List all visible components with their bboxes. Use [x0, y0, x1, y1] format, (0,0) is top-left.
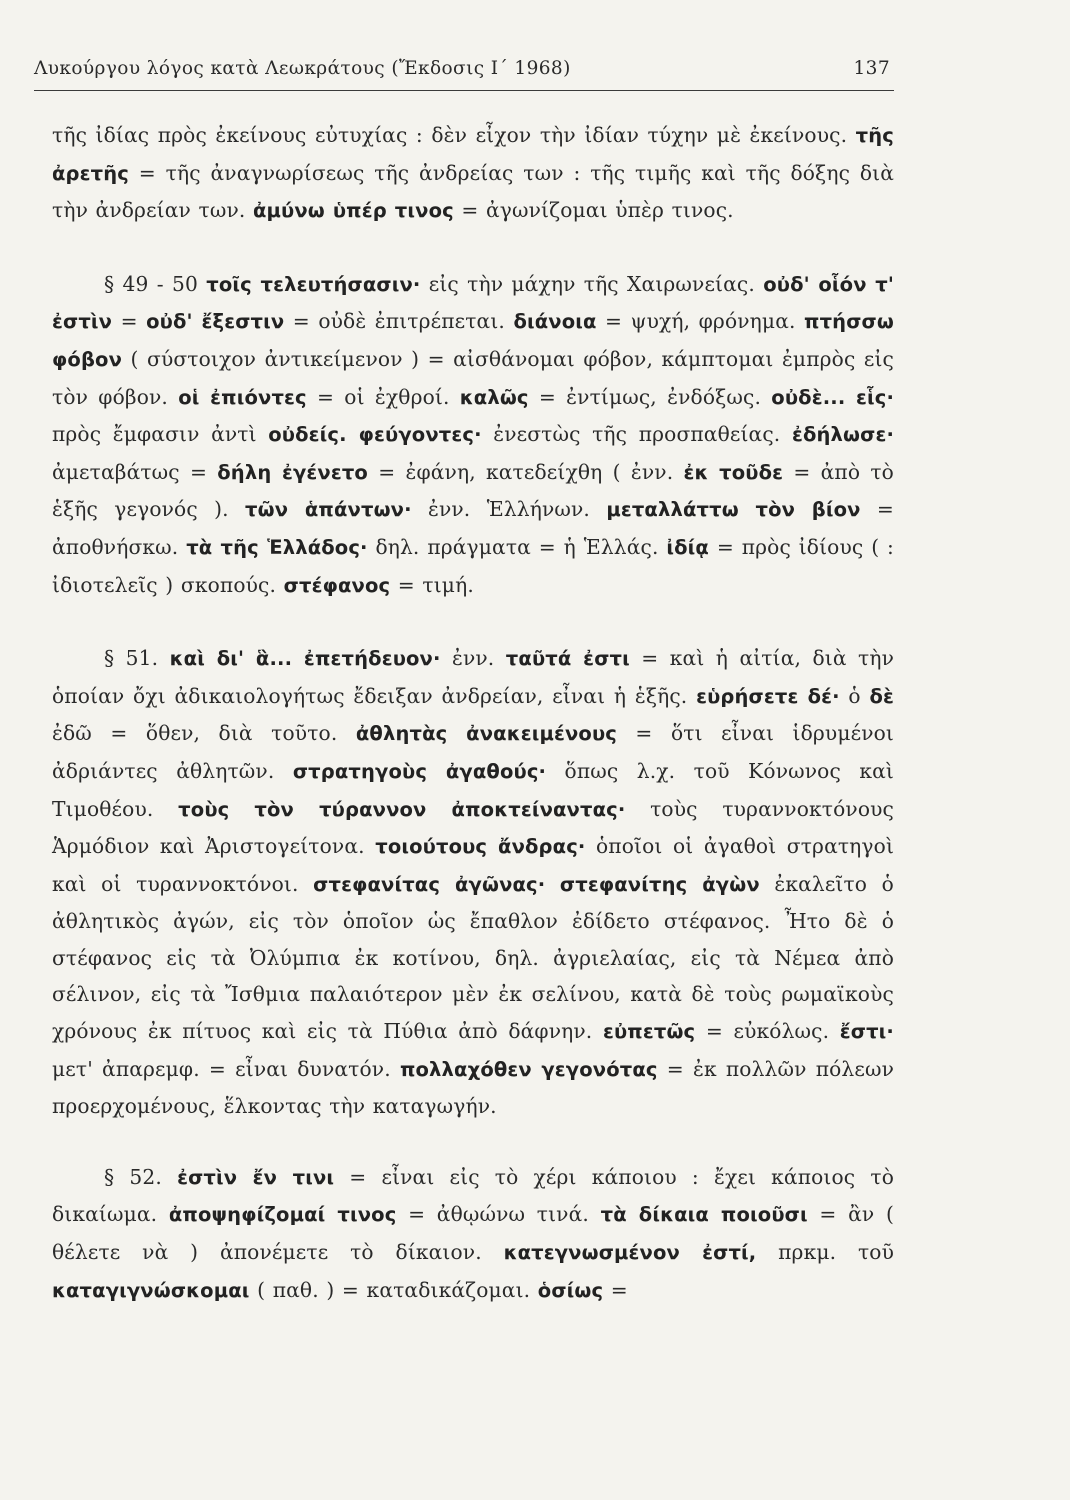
- gloss-text: = εὐκόλως.: [695, 1019, 840, 1044]
- gloss-text: = ἂν ( θέλετε νὰ ) ἀπονέμετε τὸ δίκαιον.: [52, 1202, 895, 1265]
- gloss-text: § 52.: [104, 1164, 178, 1189]
- gloss-text: = ψυχή, φρόνημα.: [596, 309, 805, 334]
- paragraph-section-51: [52, 640, 894, 1125]
- headword: ἰδίᾳ: [666, 535, 709, 559]
- headword: καὶ δι' ἃ... ἐπετήδευον·: [169, 647, 441, 671]
- gloss-text: ὅπως λ.χ. τοῦ Κόνωνος καὶ Τιμοθέου.: [52, 758, 894, 821]
- headword: στεφανίτας ἀγῶνας·: [313, 872, 546, 896]
- gloss-text: ἀμεταβάτως =: [52, 459, 218, 484]
- gloss-text: τῆς ἰδίας πρὸς ἐκείνους εὐτυχίας : δὲν εἶχον τὴν ἰδίαν τύχην μὲ ἐκείνους.: [52, 123, 856, 147]
- headword: οὐδ' οἷόν τ' ἐστὶν: [52, 272, 894, 334]
- headword: ἀποψηφίζομαί τινος: [168, 1203, 397, 1227]
- gloss-text: εἰς τὴν μάχην τῆς Χαιρωνείας.: [420, 271, 764, 296]
- gloss-text: μετ' ἀπαρεμφ. = εἶναι δυνατόν.: [52, 1056, 400, 1081]
- headword: τοῖς τελευτήσασιν·: [206, 272, 421, 296]
- paragraph-gap: [52, 230, 894, 266]
- gloss-text: τοὺς τυραννοκτόνους Ἁρμόδιον καὶ Ἀριστογείτονα.: [52, 796, 894, 859]
- gloss-text: = ὅτι εἶναι ἱδρυμένοι ἀδριάντες ἀθλητῶν.: [52, 721, 894, 783]
- gloss-text: § 49 - 50: [104, 271, 207, 296]
- gloss-text: ὁ: [839, 683, 870, 708]
- page-number: 137: [853, 58, 890, 79]
- headword: τὰ τῆς Ἑλλάδος·: [186, 535, 368, 559]
- headword: στεφανίτης ἀγὼν: [559, 872, 760, 896]
- gloss-text: ἐκαλεῖτο ὁ ἀθλητικὸς ἀγών, εἰς τὸν ὁποῖον ὡς ἔπαθλον ἐδίδετο στέφανος. Ἦτο δὲ ὁ στέφανος εἰς τὰ Ὀλύμπια ἐκ κοτίνου, δηλ. ἀγριελαίας, εἰς τὰ Νέμεα ἀπὸ σέλινον, εἰς τὰ Ἴσθμια παλαιότερον μὲν ἐκ σελίνου, κατὰ δὲ τοὺς ρωμαϊκοὺς χρόνους ἐκ πίτυος καὶ εἰς τὰ Πύθια ἀπὸ δάφνην.: [52, 871, 894, 1044]
- headword: στέφανος: [283, 573, 391, 597]
- headword: τοὺς τὸν τύραννον ἀποκτείναντας·: [178, 797, 626, 821]
- gloss-text: = καὶ ἡ αἰτία, διὰ τὴν ὁποίαν ὄχι ἀδικαιολογήτως ἔδειξαν ἀνδρείαν, εἶναι ἡ ἑξῆς.: [52, 646, 895, 708]
- gloss-text: = τιμή.: [390, 572, 474, 597]
- gloss-text: [545, 872, 560, 896]
- paragraph-gap: [52, 1125, 894, 1159]
- headword: εὑρήσετε δέ·: [696, 684, 840, 708]
- paragraph-p1: [52, 117, 894, 230]
- gloss-text: ἐδῶ = ὅθεν, διὰ τοῦτο.: [52, 721, 356, 746]
- headword: ὁσίως: [537, 1278, 604, 1302]
- headword: καλῶς: [459, 385, 529, 409]
- gloss-text: = ἐκ πολλῶν πόλεων προερχομένους, ἕλκοντας τὴν καταγωγήν.: [52, 1056, 894, 1119]
- gloss-text: = ἀθῳώνω τινά.: [396, 1202, 601, 1227]
- gloss-text: =: [112, 309, 147, 334]
- gloss-text: ἐνεστὼς τῆς προσπαθείας.: [481, 422, 792, 447]
- gloss-text: = τῆς ἀναγνωρίσεως τῆς ἀνδρείας των : τῆς τιμῆς καὶ τῆς δόξης διὰ τὴν ἀνδρείαν των.: [52, 160, 894, 223]
- headword: οὐδείς. φεύγοντες·: [268, 423, 482, 447]
- headword: τοιούτους ἄνδρας·: [375, 835, 586, 859]
- headword: ἀθλητὰς ἀνακειμένους: [355, 722, 617, 746]
- paragraph-section-52: [52, 1159, 894, 1309]
- headword: τῆς ἀρετῆς: [52, 124, 894, 185]
- gloss-text: ( σύστοιχον ἀντικείμενον ) = αἰσθάνομαι φόβον, κάμπτομαι ἐμπρὸς εἰς τὸν φόβον.: [52, 346, 894, 409]
- header-title: Λυκούργου λόγος κατὰ Λεωκράτους (Ἔκδοσις Ι΄ 1968): [34, 58, 571, 79]
- headword: τὰ δίκαια ποιοῦσι: [600, 1203, 808, 1227]
- headword: μεταλλάττω τὸν βίον: [606, 498, 861, 522]
- headword: πολλαχόθεν γεγονότας: [399, 1057, 658, 1081]
- gloss-text: = οἱ ἐχθροί.: [306, 384, 460, 409]
- headword: οὐδ' ἔξεστιν: [146, 310, 285, 334]
- headword: εὐπετῶς: [602, 1020, 696, 1044]
- gloss-text: δηλ. πράγματα = ἡ Ἑλλάς.: [367, 534, 667, 559]
- gloss-text: = οὐδὲ ἐπιτρέπεται.: [284, 309, 514, 334]
- gloss-text: = ἀπὸ τὸ ἑξῆς γεγονός ).: [52, 459, 894, 522]
- paragraph-gap: [52, 604, 894, 640]
- gloss-text: = ἀγωνίζομαι ὑπὲρ τινος.: [453, 198, 734, 223]
- headword: ἐκ τοῦδε: [683, 460, 784, 484]
- headword: ἀμύνω ὑπέρ τινος: [253, 199, 454, 223]
- gloss-text: =: [603, 1277, 628, 1302]
- gloss-text: ὁποῖοι οἱ ἀγαθοὶ στρατηγοὶ καὶ οἱ τυραννοκτόνοι.: [52, 834, 895, 896]
- headword: ἔστι·: [839, 1020, 894, 1044]
- headword: πτήσσω φόβον: [52, 310, 894, 371]
- gloss-text: = ἐφάνη, κατεδείχθη ( ἐνν.: [367, 459, 684, 484]
- headword: οὐδὲ... εἷς·: [771, 385, 894, 409]
- headword: ταῦτά ἐστι: [505, 647, 630, 671]
- gloss-text: = εἶναι εἰς τὸ χέρι κάποιου : ἔχει κάποιος τὸ δικαίωμα.: [52, 1164, 894, 1227]
- gloss-text: ἐνν.: [440, 646, 506, 671]
- gloss-text: = πρὸς ἰδίους ( : ἰδιοτελεῖς ) σκοπούς.: [52, 534, 894, 597]
- gloss-text: = ἐντίμως, ἐνδόξως.: [528, 384, 772, 409]
- headword: στρατηγοὺς ἀγαθούς·: [292, 759, 547, 783]
- headword: ἐστὶν ἔν τινι: [177, 1165, 335, 1189]
- headword: οἱ ἐπιόντες: [178, 385, 307, 409]
- headword: δὲ: [869, 684, 894, 708]
- headword: ἐδήλωσε·: [791, 423, 895, 447]
- commentary-body: [52, 117, 894, 1309]
- headword: δήλη ἐγένετο: [217, 460, 368, 484]
- running-header: [34, 58, 890, 88]
- headword: καταγιγνώσκομαι: [52, 1278, 250, 1302]
- headword: διάνοια: [513, 310, 597, 334]
- headword: τῶν ἁπάντων·: [245, 498, 412, 522]
- gloss-text: = ἀποθνήσκω.: [52, 497, 894, 559]
- gloss-text: πρκμ. τοῦ: [756, 1240, 894, 1265]
- header-rule: [34, 90, 894, 91]
- gloss-text: πρὸς ἔμφασιν ἀντὶ: [52, 422, 269, 447]
- paragraph-section-49-50: [52, 266, 894, 604]
- gloss-text: ἐνν. Ἑλλήνων.: [411, 497, 607, 522]
- gloss-text: ( παθ. ) = καταδικάζομαι.: [249, 1277, 538, 1302]
- gloss-text: § 51.: [104, 646, 170, 671]
- headword: κατεγνωσμένον ἐστί,: [503, 1241, 757, 1265]
